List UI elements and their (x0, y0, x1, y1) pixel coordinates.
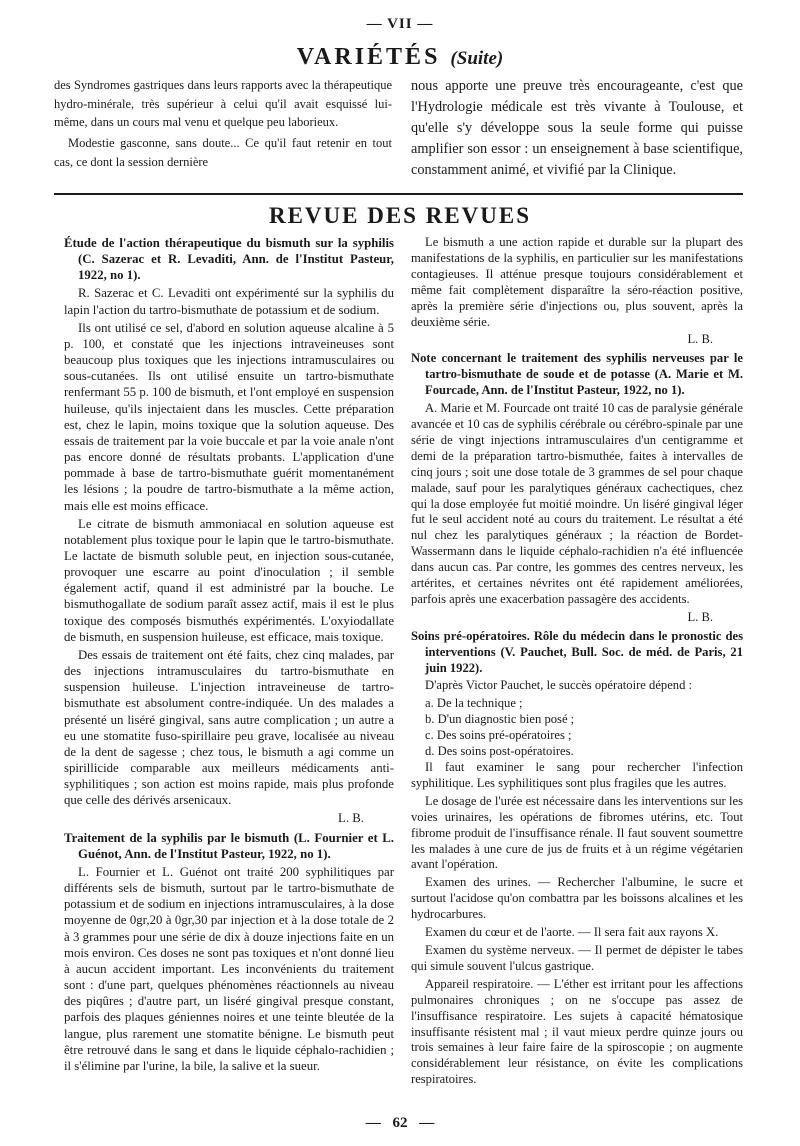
footer-dash-left: — (365, 1115, 381, 1131)
varietes-suite: (Suite) (450, 48, 504, 69)
varietes-title: VARIÉTÉS (296, 44, 441, 70)
varietes-left-column (54, 76, 392, 174)
article-4-heading: Soins pré-opératoires. Rôle du médecin dans le pronostic des interventions (V. Pauchet, Bull. Soc. de méd. de Paris, 21 juin 1922). (411, 628, 743, 675)
article-1-signature: L. B. (338, 811, 364, 826)
article-1-paragraph-2: Ils ont utilisé ce sel, d'abord en solution aqueuse alcaline à 5 p. 100, et constaté que les injections intraveineuses sont beaucoup plus toxiques que les injections intramusculaires ou sous-cutanées. Ils ont utilisé ensuite un tartro-bismuthate renfermant 55 p. 100 de bismuth, et l'ont employé en suspension huileuse, qu'ils injectaient dans les muscles. Cette préparation est, chez le lapin, moins toxique que la solution aqueuse. Des essais de traitement par la voie buccale et par la voie anale n'ont pas encore donné de résultats probants. L'application d'une pommade à base de tartro-bismuthate guérit momentanément les lésions ; la poudre de tartro-bismuthate a la même action, mais elle est moins efficace. (64, 320, 394, 513)
varietes-left-paragraph-1: des Syndromes gastriques dans leurs rapports avec la thérapeutique hydro-minérale, très supérieur à celui qu'il avait esquissé lui-même, dans un cours mal venu et quelque peu laborieux. (54, 78, 392, 130)
article-4-list-item: d. Des soins post-opératoires. (425, 744, 574, 759)
article-4-intro: D'après Victor Pauchet, le succès opératoire dépend : (425, 678, 693, 693)
article-4-paragraph-2: Le dosage de l'urée est nécessaire dans les interventions sur les voies urinaires, les opérations de fibromes utérins, etc. Tout fibrome produit de l'insuffisance rénale. Il faut souvent soumettre les malades à une cure de jus de fruits et à un régime végétarien avant l'opération. (411, 793, 743, 872)
footer-dash-right: — (419, 1115, 435, 1131)
varietes-right-column (411, 76, 743, 183)
article-3-paragraph-1: A. Marie et M. Fourcade ont traité 10 cas de paralysie générale avancée et 10 cas de syphilis cérébrale ou cérébro-spinale par une série de vingt injections intramusculaires d'un centigramme et demi de la préparation tartro-bismuthée, faites à intervalles de cinq jours ; soit une dose totale de 3 grammes de sel pour chaque malade, sauf pour les paralytiques généraux cachectiques, chez qui la dose employée fut moitié moindre. Un liséré gingival léger fut le seul accident noté au cours du traitement. Le résultat a été nul chez les paralytiques généraux ; la réaction de Bordet-Wassermann dans le liquide céphalo-rachidien n'a été influencée dans aucun cas. Par contre, les gommes des centres nerveux, les artérites, et certaines névrites ont été rapidement améliorées, parfois après une exacerbation passagère des accidents. (411, 401, 743, 606)
article-2-paragraph-2: Le bismuth a une action rapide et durable sur la plupart des manifestations de la syphilis, en particulier sur les manifestations contagieuses. Il atténue presque toujours considérablement et même fait complètement disparaître la séro-réaction positive, après la première série d'injections ou, plus souvent, après la deuxième série. (411, 235, 743, 329)
article-1-paragraph-1: R. Sazerac et C. Levaditi ont expérimenté sur la syphilis du lapin l'action du tartro-bismuthate de potassium et de sodium. (64, 286, 394, 317)
article-2-signature: L. B. (687, 332, 713, 347)
article-4-list-item: c. Des soins pré-opératoires ; (425, 728, 572, 743)
page-number-footer (0, 1115, 800, 1132)
varietes-heading (0, 44, 800, 71)
article-4-paragraph-5: Examen du système nerveux. — Il permet de dépister le tabes qui simule souvent l'ulcus gastrique. (411, 942, 743, 973)
article-4-paragraph-3: Examen des urines. — Rechercher l'albumine, le sucre et surtout l'acidose qu'on combattra par les boissons alcalines et les hydrocarbures. (411, 875, 743, 922)
revue-left-column (64, 235, 394, 1076)
article-1-paragraph-4: Des essais de traitement ont été faits, chez cinq malades, par des injections intramusculaires du tartro-bismuthate en suspension huileuse. L'injection intraveineuse de tartro-bismuthate est absolument contre-indiquée. Un des malades a présenté un liséré gingival, sans autre complication ; un autre a eu une stomatite fuso-spirillaire peu grave, localisée au niveau de la dent de sagesse ; chez tous, le bismuth a agi comme un spirillicide comparable aux meilleurs médicaments anti-syphilitiques ; son action est moins rapide, mais plus profonde que celle des dérivés arsenicaux. (64, 647, 394, 808)
article-4-list-item: a. De la technique ; (425, 696, 523, 711)
article-2-paragraph-1: L. Fournier et L. Guénot ont traité 200 syphilitiques par différents sels de bismuth, surtout par le tartro-bismuthate de potassium et de sodium en injections intramusculaires, à la dose moyenne de 0gr,20 à 0gr,30 par injection et à la dose totale de 2 à 3 grammes pour une série de dix à douze injections faite en un mois environ. Ces doses ne sont pas toxiques et n'ont donné lieu à aucun accident important. Les inconvénients du traitement sont : d'une part, quelques phénomènes réactionnels au niveau des piqûres ; d'autre part, un liséré gingival presque constant, parfois des plaques géniennes noires et une teinte bleutée de la langue, plus rarement une stomatite bénigne. Le bismuth peut être retrouvé dans le sang et dans le liquide céphalo-rachidien ; il s'élimine par l'urine, la bile, la salive et la sueur. (64, 864, 394, 1073)
article-3-heading: Note concernant le traitement des syphilis nerveuses par le tartro-bismuthate de soude et de potasse (A. Marie et M. Fourcade, Ann. de l'Institut Pasteur, 1922, no 1). (411, 351, 743, 398)
article-1-heading: Étude de l'action thérapeutique du bismuth sur la syphilis (C. Sazerac et R. Levaditi, Ann. de l'Institut Pasteur, 1922, no 1). (64, 236, 394, 283)
revue-des-revues-title: REVUE DES REVUES (268, 203, 532, 228)
article-4-paragraph-4: Examen du cœur et de l'aorte. — Il sera fait aux rayons X. (425, 925, 719, 940)
varietes-left-paragraph-2: Modestie gasconne, sans doute... Ce qu'il faut retenir en tout cas, ce dont la session dernière (54, 136, 392, 169)
varietes-right-paragraph-1: nous apporte une preuve très encourageante, c'est que l'Hydrologie médicale est très vivante à Toulouse, et qu'elle s'y développe sous la seule forme qui puisse amplifier son essor : un enseignement à base scientifique, constamment animé, et vivifié par la Clinique. (411, 78, 743, 178)
section-divider (54, 193, 743, 195)
page-number: 62 (392, 1115, 408, 1131)
article-2-heading: Traitement de la syphilis par le bismuth (L. Fournier et L. Guénot, Ann. de l'Institut Pasteur, 1922, no 1). (64, 830, 394, 861)
article-4-paragraph-6: Appareil respiratoire. — L'éther est irritant pour les affections pulmonaires chroniques ; on ne s'occupe pas assez de l'insuffisance respiratoire. Les sujets à capacité hématosique insuffisante résistent mal ; il vaut mieux perdre quinze jours ou trois semaines à leur faire faire de la spiroscopie ; on augmente considérablement leur résistance, on évite les complications respiratoires. (411, 976, 743, 1087)
article-1-paragraph-3: Le citrate de bismuth ammoniacal en solution aqueuse est notablement plus toxique pour le lapin que le tartro-bismuthate. Le lactate de bismuth soluble peut, en injection sous-cutanée, provoquer une escarre au point d'inoculation ; il semble également actif, quand il est administré par la bouche. Le bismuthogallate de sodium paraît assez actif, mais il est le plus toxique des composés bismuthés expérimentés. L'oxyiodallate de bismuth, en suspension huileuse, est efficace, mais toxique. (64, 516, 394, 644)
revue-right-column (411, 235, 743, 1090)
folio-roman: — VII — (366, 16, 434, 32)
article-3-signature: L. B. (687, 609, 713, 624)
article-4-paragraph-1: Il faut examiner le sang pour rechercher l'infection syphilitique. Les syphilitiques sont plus fragiles que les autres. (411, 760, 743, 790)
article-4-list-item: b. D'un diagnostic bien posé ; (425, 712, 575, 727)
